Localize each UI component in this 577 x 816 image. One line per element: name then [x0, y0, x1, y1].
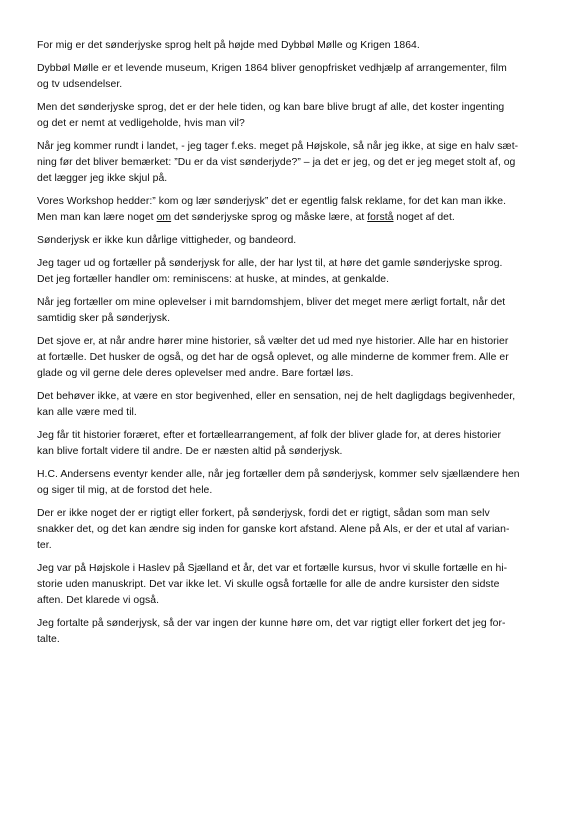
text-line: [37, 77, 537, 93]
paragraph: [37, 194, 537, 226]
text-line: [37, 577, 537, 593]
text-line: [37, 233, 537, 249]
paragraph: [37, 295, 537, 327]
text-line: [37, 467, 537, 483]
paragraph: [37, 616, 537, 648]
text-line: [37, 444, 537, 460]
text-run: det lægger jeg ikke skjul på.: [37, 173, 168, 184]
text-run: og det er nemt at vedligeholde, hvis man vil?: [37, 118, 245, 129]
text-line: [37, 295, 537, 311]
paragraph: [37, 256, 537, 288]
text-line: [37, 272, 537, 288]
text-run: noget af det.: [393, 212, 455, 223]
text-line: [37, 100, 537, 116]
text-run: Dybbøl Mølle er et levende museum, Krigen 1864 bliver genopfrisket vedhjælp af arrangementer, film: [37, 63, 507, 74]
text-line: [37, 522, 537, 538]
text-run: Jeg får tit historier foræret, efter et fortællearrangement, af folk der bliver glade for, at deres historier: [37, 430, 501, 441]
underlined-text: om: [156, 212, 172, 223]
document-body: [37, 38, 537, 648]
paragraph: [37, 61, 537, 93]
text-run: samtidig sker på sønderjysk.: [37, 313, 171, 324]
text-run: ter.: [37, 540, 52, 551]
text-run: Når jeg kommer rundt i landet, - jeg tager f.eks. meget på Højskole, så når jeg ikke, at sige en halv sæt-: [37, 141, 519, 152]
underlined-text: forstå: [367, 212, 394, 223]
paragraph: [37, 334, 537, 382]
text-run: Jeg fortalte på sønderjysk, så der var ingen der kunne høre om, det var rigtigt eller forkert det jeg for-: [37, 618, 506, 629]
text-line: [37, 256, 537, 272]
text-line: [37, 194, 537, 210]
text-line: [37, 61, 537, 77]
paragraph: [37, 561, 537, 609]
text-run: Men det sønderjyske sprog, det er der hele tiden, og kan bare blive brugt af alle, det koster ingenting: [37, 102, 505, 113]
text-line: [37, 593, 537, 609]
text-run: Det sjove er, at når andre hører mine historier, så vælter det ud med nye historier. Alle har en historier: [37, 336, 509, 347]
text-run: kan alle være med til.: [37, 407, 137, 418]
paragraph: [37, 389, 537, 421]
text-run: Det behøver ikke, at være en stor begivenhed, eller en sensation, nej de helt dagligdags begivenheder,: [37, 391, 516, 402]
text-line: [37, 389, 537, 405]
text-line: [37, 561, 537, 577]
text-run: H.C. Andersens eventyr kender alle, når jeg fortæller dem på sønderjysk, kommer selv sjællændere hen: [37, 469, 520, 480]
text-line: [37, 616, 537, 632]
paragraph: [37, 467, 537, 499]
paragraph: [37, 233, 537, 249]
text-run: og tv udsendelser.: [37, 79, 123, 90]
paragraph: [37, 38, 537, 54]
paragraph: [37, 506, 537, 554]
text-run: at fortælle. Det husker de også, og det har de også oplevet, og alle minderne de kommer frem. Alle er: [37, 352, 509, 363]
text-run: glade og vil gerne dele deres oplevelser med andre. Bare fortæl løs.: [37, 368, 354, 379]
text-run: Vores Workshop hedder:” kom og lær sønderjysk” det er egentlig falsk reklame, for det kan man ikke.: [37, 196, 507, 207]
text-line: [37, 334, 537, 350]
text-line: [37, 506, 537, 522]
text-line: [37, 405, 537, 421]
text-run: Når jeg fortæller om mine oplevelser i mit barndomshjem, bliver det meget mere ærligt fortalt, når det: [37, 297, 506, 308]
text-run: ning før det bliver bemærket: ”Du er da vist sønderjyde?” – ja det er jeg, og det er jeg meget stolt af, og: [37, 157, 516, 168]
text-run: Der er ikke noget der er rigtigt eller forkert, på sønderjysk, fordi det er rigtigt, sådan som man selv: [37, 508, 490, 519]
text-line: [37, 632, 537, 648]
text-run: Jeg var på Højskole i Haslev på Sjælland et år, det var et fortælle kursus, hvor vi skulle fortælle en hi-: [37, 563, 508, 574]
paragraph: [37, 428, 537, 460]
text-run: Sønderjysk er ikke kun dårlige vittigheder, og bandeord.: [37, 235, 297, 246]
text-run: snakker det, og det kan ændre sig inden for ganske kort afstand. Alene på Als, er der et utal af varian-: [37, 524, 510, 535]
text-line: [37, 311, 537, 327]
text-line: [37, 366, 537, 382]
text-run: Jeg tager ud og fortæller på sønderjysk for alle, der har lyst til, at høre det gamle sønderjyske sprog.: [37, 258, 503, 269]
text-run: talte.: [37, 634, 60, 645]
text-line: [37, 139, 537, 155]
text-run: For mig er det sønderjyske sprog helt på højde med Dybbøl Mølle og Krigen 1864.: [37, 40, 420, 51]
text-run: storie uden manuskript. Det var ikke let. Vi skulle også fortælle for alle de andre kursister den sidste: [37, 579, 500, 590]
text-line: [37, 210, 537, 226]
text-run: kan blive fortalt videre til andre. De er næsten altid på sønderjysk.: [37, 446, 343, 457]
text-line: [37, 38, 537, 54]
text-run: det sønderjyske sprog og måske lære, at: [171, 212, 368, 223]
text-run: aften. Det klarede vi også.: [37, 595, 160, 606]
text-run: Men man kan lære noget: [37, 212, 157, 223]
paragraph: [37, 139, 537, 187]
text-line: [37, 483, 537, 499]
text-line: [37, 538, 537, 554]
text-run: og siger til mig, at de forstod det hele.: [37, 485, 213, 496]
paragraph: [37, 100, 537, 132]
text-line: [37, 350, 537, 366]
text-line: [37, 428, 537, 444]
text-run: Det jeg fortæller handler om: reminiscens: at huske, at mindes, at genkalde.: [37, 274, 390, 285]
text-line: [37, 171, 537, 187]
text-line: [37, 116, 537, 132]
text-line: [37, 155, 537, 171]
